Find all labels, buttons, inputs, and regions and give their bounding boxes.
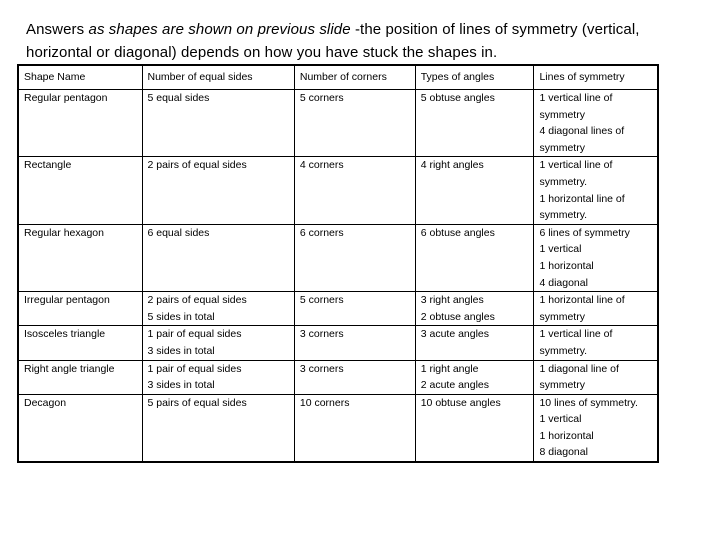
cell-corners: 6 corners xyxy=(294,224,415,291)
table-row xyxy=(18,326,658,360)
cell-angle-types: 3 right angles 2 obtuse angles xyxy=(415,292,534,326)
header-lines-of-symmetry: Lines of symmetry xyxy=(534,65,658,90)
table-row xyxy=(18,90,658,157)
cell-corners: 3 corners xyxy=(294,360,415,394)
cell-angle-types: 5 obtuse angles xyxy=(415,90,534,157)
cell-lines-of-symmetry: 1 vertical line of symmetry 4 diagonal lines of symmetry xyxy=(534,90,658,157)
table-row xyxy=(18,224,658,291)
cell-corners: 3 corners xyxy=(294,326,415,360)
header-shape-name: Shape Name xyxy=(18,65,142,90)
heading-text: Answers xyxy=(26,21,89,38)
cell-corners: 5 corners xyxy=(294,292,415,326)
cell-angle-types: 1 right angle 2 acute angles xyxy=(415,360,534,394)
cell-equal-sides: 1 pair of equal sides 3 sides in total xyxy=(142,360,294,394)
cell-corners: 4 corners xyxy=(294,157,415,224)
cell-equal-sides: 2 pairs of equal sides 5 sides in total xyxy=(142,292,294,326)
header-equal-sides: Number of equal sides xyxy=(142,65,294,90)
table-row xyxy=(18,394,658,462)
cell-lines-of-symmetry: 1 vertical line of symmetry. xyxy=(534,326,658,360)
cell-equal-sides: 2 pairs of equal sides xyxy=(142,157,294,224)
header-corners: Number of corners xyxy=(294,65,415,90)
table-row xyxy=(18,292,658,326)
table-row xyxy=(18,360,658,394)
cell-angle-types: 3 acute angles xyxy=(415,326,534,360)
table-row xyxy=(18,157,658,224)
cell-corners: 10 corners xyxy=(294,394,415,462)
cell-shape-name: Isosceles triangle xyxy=(18,326,142,360)
cell-lines-of-symmetry: 10 lines of symmetry. 1 vertical 1 horizontal 8 diagonal xyxy=(534,394,658,462)
cell-lines-of-symmetry: 1 horizontal line of symmetry xyxy=(534,292,658,326)
cell-angle-types: 6 obtuse angles xyxy=(415,224,534,291)
cell-lines-of-symmetry: 1 diagonal line of symmetry xyxy=(534,360,658,394)
heading-italic-text: as shapes are shown on previous slide xyxy=(88,21,351,38)
shapes-answer-table xyxy=(17,64,659,463)
cell-lines-of-symmetry: 6 lines of symmetry 1 vertical 1 horizontal 4 diagonal xyxy=(534,224,658,291)
cell-shape-name: Regular hexagon xyxy=(18,224,142,291)
cell-corners: 5 corners xyxy=(294,90,415,157)
cell-shape-name: Regular pentagon xyxy=(18,90,142,157)
cell-shape-name: Right angle triangle xyxy=(18,360,142,394)
header-angle-types: Types of angles xyxy=(415,65,534,90)
cell-shape-name: Irregular pentagon xyxy=(18,292,142,326)
cell-equal-sides: 5 pairs of equal sides xyxy=(142,394,294,462)
table-header-row xyxy=(18,65,658,90)
cell-angle-types: 4 right angles xyxy=(415,157,534,224)
cell-lines-of-symmetry: 1 vertical line of symmetry. 1 horizontal line of symmetry. xyxy=(534,157,658,224)
cell-equal-sides: 6 equal sides xyxy=(142,224,294,291)
cell-equal-sides: 5 equal sides xyxy=(142,90,294,157)
cell-equal-sides: 1 pair of equal sides 3 sides in total xyxy=(142,326,294,360)
cell-shape-name: Rectangle xyxy=(18,157,142,224)
cell-angle-types: 10 obtuse angles xyxy=(415,394,534,462)
page-heading xyxy=(26,18,706,64)
heading-text-continued: -the position of lines of symmetry (vertical, horizontal or diagonal) depends on how you have stuck the shapes in. xyxy=(26,21,640,61)
cell-shape-name: Decagon xyxy=(18,394,142,462)
